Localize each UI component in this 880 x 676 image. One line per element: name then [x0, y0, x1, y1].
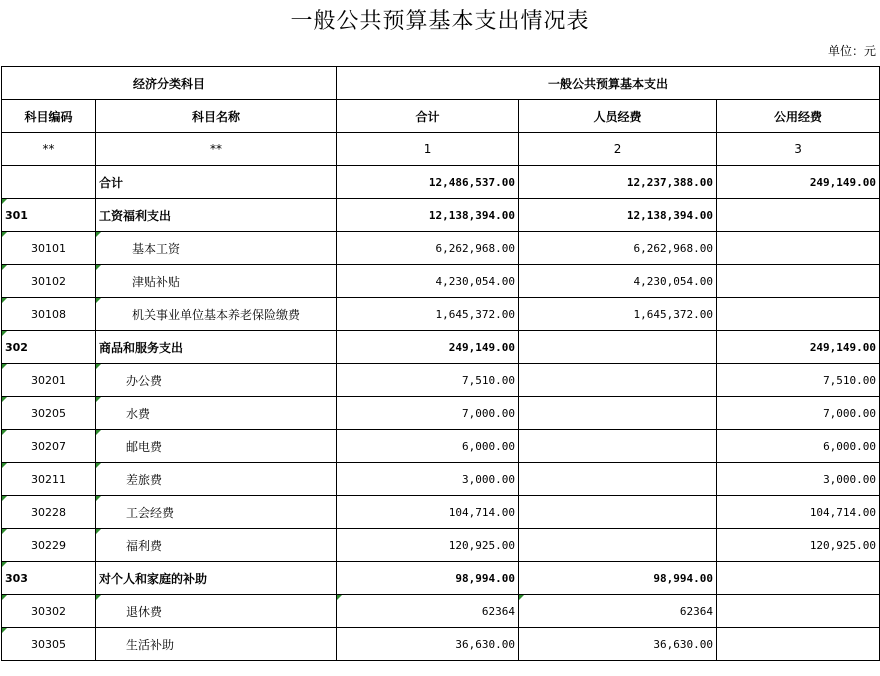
row-code: 30108	[2, 298, 96, 331]
row-personnel	[519, 364, 717, 397]
row-name: 津贴补贴	[96, 265, 337, 298]
header-total: 合计	[337, 100, 519, 133]
row-personnel	[519, 430, 717, 463]
row-public: 7,000.00	[717, 397, 880, 430]
row-public	[717, 232, 880, 265]
row-personnel: 62364	[519, 595, 717, 628]
row-name: 对个人和家庭的补助	[96, 562, 337, 595]
row-total: 62364	[337, 595, 519, 628]
row-personnel: 36,630.00	[519, 628, 717, 661]
row-total: 3,000.00	[337, 463, 519, 496]
row-name: 差旅费	[96, 463, 337, 496]
row-code: 30211	[2, 463, 96, 496]
header-economic-category: 经济分类科目	[2, 67, 337, 100]
row-total: 4,230,054.00	[337, 265, 519, 298]
row-personnel	[519, 331, 717, 364]
row-personnel: 98,994.00	[519, 562, 717, 595]
table-row	[2, 232, 880, 265]
index-total: 1	[337, 133, 519, 166]
table-row	[2, 628, 880, 661]
row-total: 7,510.00	[337, 364, 519, 397]
header-name: 科目名称	[96, 100, 337, 133]
row-public: 249,149.00	[717, 331, 880, 364]
row-public: 104,714.00	[717, 496, 880, 529]
header-code: 科目编码	[2, 100, 96, 133]
table-row	[2, 562, 880, 595]
index-public: 3	[717, 133, 880, 166]
row-code: 30201	[2, 364, 96, 397]
row-total: 1,645,372.00	[337, 298, 519, 331]
row-personnel	[519, 397, 717, 430]
header-column-row	[2, 100, 880, 133]
table-row	[2, 595, 880, 628]
table-row	[2, 298, 880, 331]
row-code	[2, 166, 96, 199]
row-personnel	[519, 529, 717, 562]
table-row	[2, 397, 880, 430]
row-public: 249,149.00	[717, 166, 880, 199]
row-name: 机关事业单位基本养老保险缴费	[96, 298, 337, 331]
expenditure-table	[1, 66, 880, 661]
row-total: 249,149.00	[337, 331, 519, 364]
row-name: 退休费	[96, 595, 337, 628]
header-public: 公用经费	[717, 100, 880, 133]
index-code: **	[2, 133, 96, 166]
row-personnel	[519, 463, 717, 496]
row-personnel: 12,138,394.00	[519, 199, 717, 232]
index-personnel: 2	[519, 133, 717, 166]
row-total: 36,630.00	[337, 628, 519, 661]
row-public	[717, 199, 880, 232]
row-name: 工资福利支出	[96, 199, 337, 232]
row-code: 30102	[2, 265, 96, 298]
row-code: 30228	[2, 496, 96, 529]
page-title: 一般公共预算基本支出情况表	[290, 9, 590, 34]
row-total: 6,000.00	[337, 430, 519, 463]
row-name: 水费	[96, 397, 337, 430]
row-code: 30229	[2, 529, 96, 562]
row-name: 福利费	[96, 529, 337, 562]
row-personnel	[519, 496, 717, 529]
row-total: 120,925.00	[337, 529, 519, 562]
row-code: 30302	[2, 595, 96, 628]
row-name: 基本工资	[96, 232, 337, 265]
table-row	[2, 331, 880, 364]
header-index-row	[2, 133, 880, 166]
row-total: 12,138,394.00	[337, 199, 519, 232]
row-total: 12,486,537.00	[337, 166, 519, 199]
row-code: 303	[2, 562, 96, 595]
row-name: 商品和服务支出	[96, 331, 337, 364]
row-public	[717, 562, 880, 595]
row-code: 30205	[2, 397, 96, 430]
table-row	[2, 199, 880, 232]
row-name: 办公费	[96, 364, 337, 397]
row-personnel: 6,262,968.00	[519, 232, 717, 265]
row-public: 7,510.00	[717, 364, 880, 397]
row-code: 30101	[2, 232, 96, 265]
header-personnel: 人员经费	[519, 100, 717, 133]
row-personnel: 12,237,388.00	[519, 166, 717, 199]
row-public: 120,925.00	[717, 529, 880, 562]
row-name: 邮电费	[96, 430, 337, 463]
table-row	[2, 166, 880, 199]
row-public: 3,000.00	[717, 463, 880, 496]
row-total: 7,000.00	[337, 397, 519, 430]
row-code: 30207	[2, 430, 96, 463]
row-total: 98,994.00	[337, 562, 519, 595]
table-row	[2, 529, 880, 562]
row-public: 6,000.00	[717, 430, 880, 463]
row-public	[717, 298, 880, 331]
row-personnel: 4,230,054.00	[519, 265, 717, 298]
table-row	[2, 496, 880, 529]
header-group-row	[2, 67, 880, 100]
table-row	[2, 265, 880, 298]
row-name: 工会经费	[96, 496, 337, 529]
row-code: 301	[2, 199, 96, 232]
row-public	[717, 595, 880, 628]
index-name: **	[96, 133, 337, 166]
row-code: 30305	[2, 628, 96, 661]
table-row	[2, 463, 880, 496]
unit-label: 单位：元	[827, 44, 876, 58]
row-name: 合计	[96, 166, 337, 199]
header-basic-expenditure: 一般公共预算基本支出	[337, 67, 880, 100]
table-row	[2, 430, 880, 463]
row-name: 生活补助	[96, 628, 337, 661]
table-row	[2, 364, 880, 397]
row-public	[717, 628, 880, 661]
row-code: 302	[2, 331, 96, 364]
row-personnel: 1,645,372.00	[519, 298, 717, 331]
row-public	[717, 265, 880, 298]
row-total: 104,714.00	[337, 496, 519, 529]
row-total: 6,262,968.00	[337, 232, 519, 265]
